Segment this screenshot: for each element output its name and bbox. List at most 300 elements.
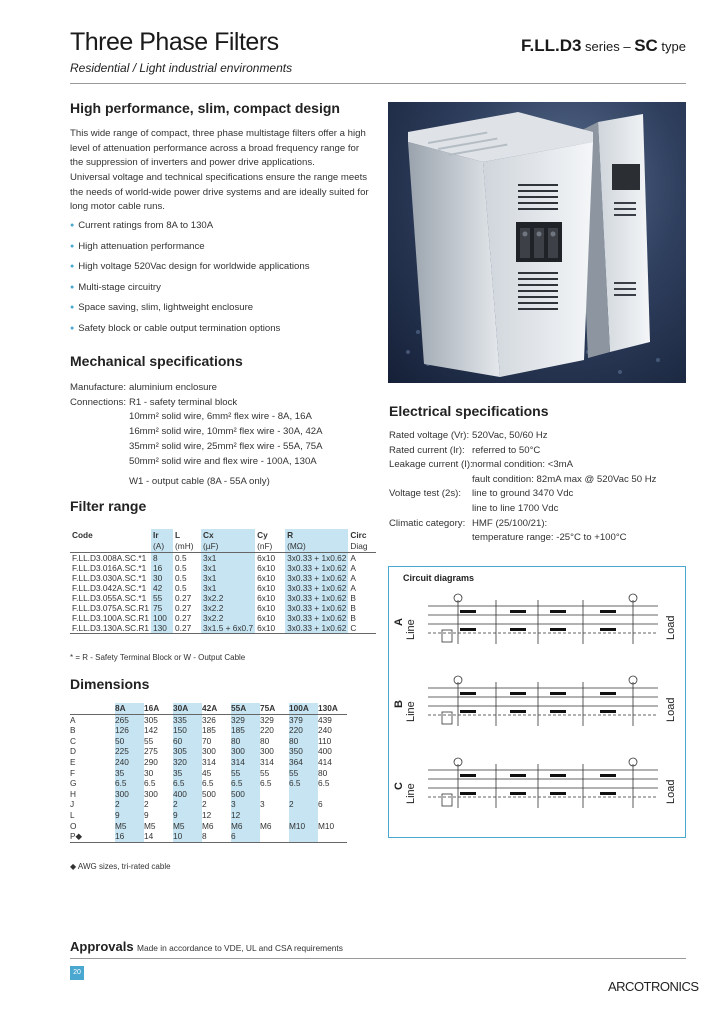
table-cell: 379	[289, 714, 318, 725]
feature-list	[70, 220, 310, 343]
header-cell: 100A	[289, 703, 318, 714]
table-cell: 2	[115, 799, 144, 810]
filter-range-body	[70, 552, 376, 633]
electrical-spec-row	[389, 458, 656, 473]
table-cell: 3x1	[201, 583, 255, 593]
table-cell: F.LL.D3.100A.SC.R1	[72, 612, 150, 623]
table-cell: 300	[144, 788, 158, 799]
table-cell: 30	[151, 573, 173, 583]
table-cell: 0.5	[175, 562, 187, 573]
table-cell: 3x0.33 + 1x0.62	[287, 622, 347, 633]
table-cell: 142	[144, 725, 158, 736]
schematic-element	[600, 692, 616, 695]
schematic-element	[550, 710, 566, 713]
table-cell: M5	[144, 820, 156, 831]
spec-label: Climatic category:	[389, 517, 466, 529]
manufacture-value: aluminium enclosure	[129, 382, 217, 393]
table-cell: 3	[231, 799, 260, 810]
table-cell: B	[350, 602, 356, 613]
circuit-diagram-b	[393, 698, 677, 722]
table-row	[70, 573, 376, 583]
table-cell: 70	[202, 735, 212, 746]
spec-label: Rated voltage (Vr):	[389, 430, 470, 441]
table-cell: 0.27	[175, 612, 192, 623]
table-cell: 6.5	[173, 778, 202, 789]
header-cell: Ir	[151, 529, 173, 540]
electrical-spec-row	[389, 429, 656, 444]
table-cell: M6	[260, 820, 272, 831]
table-cell: 185	[231, 725, 260, 736]
table-cell: 3x0.33 + 1x0.62	[287, 552, 347, 563]
table-cell: F.LL.D3.055A.SC.*1	[72, 592, 147, 603]
page-number: 20	[70, 966, 84, 980]
table-cell: 314	[260, 756, 274, 767]
table-header-row	[70, 703, 347, 714]
spec-value: temperature range: -25°C to +100°C	[472, 532, 627, 544]
table-cell: J	[70, 799, 75, 810]
table-cell: B	[70, 725, 76, 736]
dimensions-heading: Dimensions	[70, 676, 150, 692]
connections-r1: R1 - safety terminal block	[129, 396, 238, 408]
table-cell: 6.5	[260, 778, 272, 789]
table-cell: 80	[260, 735, 270, 746]
header-cell	[70, 703, 115, 714]
unit-cell	[70, 540, 151, 552]
table-row	[70, 583, 376, 593]
circuit-line-label: Line	[405, 701, 417, 722]
electrical-specs	[389, 429, 656, 546]
header-cell: 16A	[144, 703, 160, 713]
schematic-element	[510, 628, 526, 631]
header-cell: Cx	[201, 529, 255, 540]
dimensions-body	[70, 714, 347, 842]
feature-item: ● Safety block or cable output termination options	[70, 323, 310, 344]
table-cell: 12	[202, 809, 212, 820]
spec-value: fault condition: 82mA max @ 520Vac 50 Hz	[472, 473, 657, 485]
table-cell: 9	[173, 810, 202, 821]
table-cell: 6x10	[257, 562, 276, 573]
connection-spec: 50mm² solid wire and flex wire - 100A, 130A	[129, 455, 317, 467]
table-cell: M10	[318, 820, 335, 831]
unit-cell: (MΩ)	[285, 540, 348, 552]
table-cell: 2	[289, 799, 318, 810]
connections-w1: W1 - output cable (8A - 55A only)	[129, 476, 270, 488]
page-title: Three Phase Filters	[70, 28, 279, 56]
header-cell: L	[175, 529, 181, 540]
table-cell: 35	[173, 768, 202, 779]
table-cell: 305	[144, 714, 173, 725]
table-cell: 3x0.33 + 1x0.62	[287, 602, 347, 613]
table-cell: 110	[318, 735, 332, 746]
table-row	[70, 831, 347, 842]
table-cell: M5	[115, 821, 144, 832]
spec-value: line to line 1700 Vdc	[472, 502, 559, 514]
table-cell: 265	[115, 714, 144, 725]
table-cell: 8	[151, 552, 173, 563]
table-row	[70, 552, 376, 563]
header-cell: 8A	[115, 703, 144, 714]
table-cell: 2	[173, 799, 202, 810]
spec-value: line to ground 3470 Vdc	[472, 488, 574, 500]
schematic-element	[460, 774, 476, 777]
table-cell	[260, 831, 289, 842]
table-row	[70, 768, 347, 779]
table-cell: 300	[231, 746, 260, 757]
table-row	[70, 757, 347, 768]
table-cell: B	[350, 612, 356, 623]
unit-cell: (nF)	[257, 540, 273, 551]
intro-paragraph-1: This wide range of compact, three phase multistage filters offer a high level of attenuation performance across a broad frequency range for the suppression of inverters and power drive applications.	[70, 128, 366, 169]
feature-item: ● Space saving, slim, lightweight enclosure	[70, 302, 310, 323]
schematic-element	[600, 792, 616, 795]
unit-cell: (mH)	[175, 540, 194, 551]
table-cell: A	[70, 714, 115, 725]
table-row	[70, 778, 347, 789]
table-cell: 16	[151, 563, 173, 573]
type-word: type	[657, 39, 686, 54]
table-cell	[289, 831, 318, 842]
table-cell: 0.5	[173, 552, 201, 563]
table-cell: 400	[318, 746, 332, 757]
table-cell: 30	[144, 767, 154, 778]
table-cell: 3x2.2	[201, 613, 255, 623]
table-cell: 3x2.2	[201, 593, 255, 603]
table-cell: F.LL.D3.075A.SC.R1	[72, 602, 150, 613]
table-cell: 240	[318, 725, 332, 736]
mechanical-heading: Mechanical specifications	[70, 353, 243, 369]
table-cell: 2	[144, 799, 149, 810]
table-cell: 6.5	[115, 778, 144, 789]
table-cell: 6	[318, 799, 323, 810]
table-cell: 335	[173, 714, 202, 725]
mechanical-specs	[70, 381, 323, 490]
filter-range-table	[70, 529, 376, 634]
table-cell: 6.5	[289, 778, 318, 789]
table-cell: 6x10	[257, 612, 276, 623]
spec-value: 520Vac, 50/60 Hz	[472, 430, 548, 441]
table-cell: L	[70, 809, 75, 820]
table-cell: 364	[289, 757, 318, 768]
table-cell: 9	[144, 809, 149, 820]
circuit-load-label: Load	[665, 697, 677, 722]
circuit-letter: A	[393, 618, 405, 626]
filter-range-heading: Filter range	[70, 498, 147, 514]
table-row	[70, 736, 347, 747]
table-cell: 80	[231, 736, 260, 747]
schematic-element	[442, 794, 452, 806]
schematic-element	[600, 628, 616, 631]
table-row	[70, 623, 376, 634]
table-cell: 439	[318, 714, 347, 725]
schematic-element	[550, 792, 566, 795]
schematic-element	[550, 692, 566, 695]
table-cell: M10	[289, 821, 318, 832]
spec-label: Rated current (Ir):	[389, 444, 465, 456]
header-cell: Code	[72, 529, 93, 540]
schematic-element	[442, 712, 452, 724]
table-cell: F.LL.D3.042A.SC.*1	[72, 582, 147, 593]
circuit-letter: B	[393, 700, 405, 708]
table-row	[70, 603, 376, 613]
table-cell: A	[350, 572, 356, 583]
table-cell: 8	[202, 831, 231, 842]
table-cell: A	[350, 562, 356, 573]
table-cell: 6	[231, 831, 260, 842]
table-cell: F.LL.D3.008A.SC.*1	[70, 552, 151, 563]
table-cell: 16	[115, 831, 144, 842]
table-cell	[289, 810, 318, 821]
header-cell: 30A	[173, 703, 202, 714]
schematic-element	[460, 610, 476, 613]
table-cell: 275	[144, 746, 158, 757]
schematic-element	[510, 774, 526, 777]
table-cell: 500	[202, 788, 216, 799]
table-cell: A	[350, 582, 356, 593]
table-row	[70, 613, 376, 623]
schematic-element	[600, 710, 616, 713]
table-cell: 6x10	[255, 623, 285, 634]
feature-item: ● High attenuation performance	[70, 241, 310, 262]
unit-cell: (µF)	[201, 540, 255, 552]
table-cell: 240	[115, 757, 144, 768]
header-cell: R	[285, 529, 348, 540]
header-cell: 130A	[318, 703, 338, 713]
electrical-spec-row	[389, 502, 656, 517]
table-cell: 55	[144, 735, 154, 746]
table-cell: 329	[231, 714, 260, 725]
table-cell: 314	[231, 757, 260, 768]
circuit-diagram-c	[393, 780, 677, 804]
table-cell: 55	[260, 767, 270, 778]
header-cell: 75A	[260, 703, 276, 713]
table-cell: 400	[173, 789, 202, 800]
table-cell: 130	[151, 623, 173, 634]
unit-cell: (A)	[151, 540, 173, 552]
table-cell: 80	[289, 736, 318, 747]
circuit-schematics	[428, 594, 658, 808]
header-cell: 55A	[231, 703, 260, 714]
table-cell: 6x10	[255, 552, 285, 563]
schematic-element	[510, 692, 526, 695]
product-photo	[388, 102, 686, 383]
approvals-label: Approvals	[70, 939, 134, 954]
table-units-row	[70, 540, 376, 552]
spec-value: normal condition: <3mA	[472, 459, 574, 471]
table-cell: 60	[173, 736, 202, 747]
header-cell: 42A	[202, 703, 218, 713]
feature-item: ● Current ratings from 8A to 130A	[70, 220, 310, 241]
table-cell: 6.5	[202, 778, 214, 789]
table-cell: 300	[260, 746, 274, 757]
table-cell: 75	[151, 603, 173, 613]
header-cell: Circ	[350, 529, 367, 540]
table-row	[70, 799, 347, 810]
table-cell: 3x0.33 + 1x0.62	[287, 562, 347, 573]
table-cell: O	[70, 820, 77, 831]
table-cell: F.LL.D3.030A.SC.*1	[72, 572, 147, 583]
manufacture-label: Manufacture:	[70, 382, 126, 393]
table-cell: 6x10	[257, 582, 276, 593]
unit-cell: Diag	[350, 540, 368, 551]
schematic-element	[600, 774, 616, 777]
schematic-element	[550, 610, 566, 613]
intro-paragraph-2: Universal voltage and technical specifications ensure the range meets the needs of world-wide power drive systems and are ideally suited for long motor cable runs.	[70, 172, 369, 213]
spec-label: Leakage current (I):	[389, 459, 473, 471]
spec-label	[389, 502, 472, 517]
schematic-element	[510, 792, 526, 795]
table-cell: E	[70, 756, 76, 767]
table-cell	[260, 789, 289, 800]
table-row	[70, 746, 347, 757]
electrical-spec-row	[389, 517, 656, 532]
schematic-element	[460, 792, 476, 795]
circuit-load-label: Load	[665, 779, 677, 804]
table-cell: 320	[173, 757, 202, 768]
table-cell	[318, 831, 347, 842]
table-cell: 305	[173, 746, 202, 757]
table-cell: A	[348, 552, 376, 563]
schematic-element	[600, 610, 616, 613]
connection-spec: 16mm² solid wire, 10mm² flex wire - 30A, 42A	[129, 426, 323, 438]
table-cell: 3x1	[201, 552, 255, 563]
table-cell: 126	[115, 725, 144, 736]
table-cell	[260, 810, 289, 821]
table-cell: 326	[202, 714, 231, 725]
series-word: series –	[581, 39, 635, 54]
table-cell: 2	[202, 799, 207, 810]
spec-value: referred to 50°C	[472, 444, 541, 456]
spec-label	[389, 531, 472, 546]
table-cell: 6.5	[231, 778, 260, 789]
table-cell: H	[70, 788, 76, 799]
table-cell: 3x0.33 + 1x0.62	[287, 572, 347, 583]
table-cell: 3x1	[201, 573, 255, 583]
circuit-line-label: Line	[405, 619, 417, 640]
table-cell: 329	[260, 714, 289, 725]
table-row	[70, 789, 347, 800]
table-cell: 300	[202, 746, 216, 757]
schematic-element	[550, 628, 566, 631]
connection-spec: 10mm² solid wire, 6mm² flex wire - 8A, 16A	[129, 411, 312, 423]
series-code: F.LL.D3	[520, 36, 582, 55]
table-cell: 6x10	[257, 602, 276, 613]
table-cell: 10	[173, 831, 202, 842]
schematic-element	[460, 692, 476, 695]
table-cell: 3x2.2	[201, 603, 255, 613]
table-cell: 55	[231, 768, 260, 779]
table-cell	[318, 789, 347, 800]
table-cell: 220	[260, 725, 274, 736]
dimensions-footnote: ◆ AWG sizes, tri-rated cable	[70, 862, 171, 871]
table-row	[70, 714, 347, 725]
schematic-element	[550, 774, 566, 777]
table-cell	[318, 810, 347, 821]
product-illustration	[388, 102, 686, 383]
table-cell: 150	[173, 725, 202, 736]
circuit-letter: C	[393, 782, 405, 790]
intro-heading: High performance, slim, compact design	[70, 100, 340, 116]
schematic-element	[460, 710, 476, 713]
series-label	[521, 36, 686, 56]
brand-logo: ARCOTRONICS	[608, 979, 699, 994]
schematic-element	[510, 710, 526, 713]
table-cell: M6	[231, 821, 260, 832]
table-cell: 6.5	[318, 778, 330, 789]
table-cell: 3	[260, 799, 265, 810]
table-cell: 42	[151, 583, 173, 593]
table-cell: 314	[202, 756, 216, 767]
spec-value: HMF (25/100/21):	[472, 517, 548, 529]
circuit-diagrams-drawing	[388, 590, 686, 835]
header-divider	[70, 83, 686, 84]
spec-label	[389, 473, 472, 488]
filter-range-footnote: * = R - Safety Terminal Block or W - Output Cable	[70, 653, 246, 662]
table-row	[70, 725, 347, 736]
table-cell: 14	[144, 831, 173, 842]
table-cell: 0.27	[175, 602, 192, 613]
connection-spec: 35mm² solid wire, 25mm² flex wire - 55A, 75A	[129, 440, 323, 452]
table-cell: 220	[289, 725, 318, 736]
electrical-heading: Electrical specifications	[389, 403, 549, 419]
table-cell: 55	[289, 768, 318, 779]
connections-label: Connections:	[70, 396, 126, 408]
table-cell: D	[70, 746, 76, 757]
feature-item: ● High voltage 520Vac design for worldwide applications	[70, 261, 310, 282]
schematic-element	[510, 610, 526, 613]
header-cell: Cy	[257, 529, 268, 540]
table-cell	[289, 789, 318, 800]
page-subtitle: Residential / Light industrial environments	[70, 61, 293, 75]
table-row	[70, 593, 376, 603]
approvals-text: Made in accordance to VDE, UL and CSA requirements	[137, 943, 343, 953]
table-cell: 350	[289, 746, 318, 757]
table-cell: 6x10	[257, 572, 276, 583]
table-cell: C	[70, 735, 76, 746]
circuit-line-label: Line	[405, 783, 417, 804]
table-cell: 0.5	[175, 572, 187, 583]
table-cell: 12	[231, 810, 260, 821]
table-cell: 185	[202, 725, 216, 736]
table-cell: 3x1.5 + 6x0.7	[203, 622, 254, 633]
dimensions-table	[70, 703, 347, 843]
table-cell: 300	[115, 789, 144, 800]
table-cell: 0.27	[175, 592, 192, 603]
table-cell: 100	[151, 613, 173, 623]
type-code: SC	[634, 36, 658, 55]
table-cell: 6.5	[144, 778, 156, 789]
table-cell: C	[348, 623, 376, 634]
table-cell: M5	[173, 821, 202, 832]
table-cell: 3x0.33 + 1x0.62	[287, 592, 347, 603]
table-cell: F.LL.D3.130A.SC.R1	[72, 622, 150, 633]
table-cell: 0.27	[173, 623, 201, 634]
circuit-diagram-a	[393, 616, 677, 640]
table-cell: 80	[318, 767, 328, 778]
table-cell: 290	[144, 756, 158, 767]
table-cell: M6	[202, 820, 214, 831]
spec-label: Voltage test (2s):	[389, 488, 461, 500]
table-cell: 500	[231, 789, 260, 800]
circuit-load-label: Load	[665, 615, 677, 640]
table-cell: 3x1	[201, 563, 255, 573]
table-cell: 3x0.33 + 1x0.62	[287, 582, 347, 593]
table-cell: 3x0.33 + 1x0.62	[287, 612, 347, 623]
table-row	[70, 821, 347, 832]
table-cell: 225	[115, 746, 144, 757]
table-cell: G	[70, 778, 77, 789]
table-cell: 6x10	[257, 592, 276, 603]
table-cell: 9	[115, 810, 144, 821]
